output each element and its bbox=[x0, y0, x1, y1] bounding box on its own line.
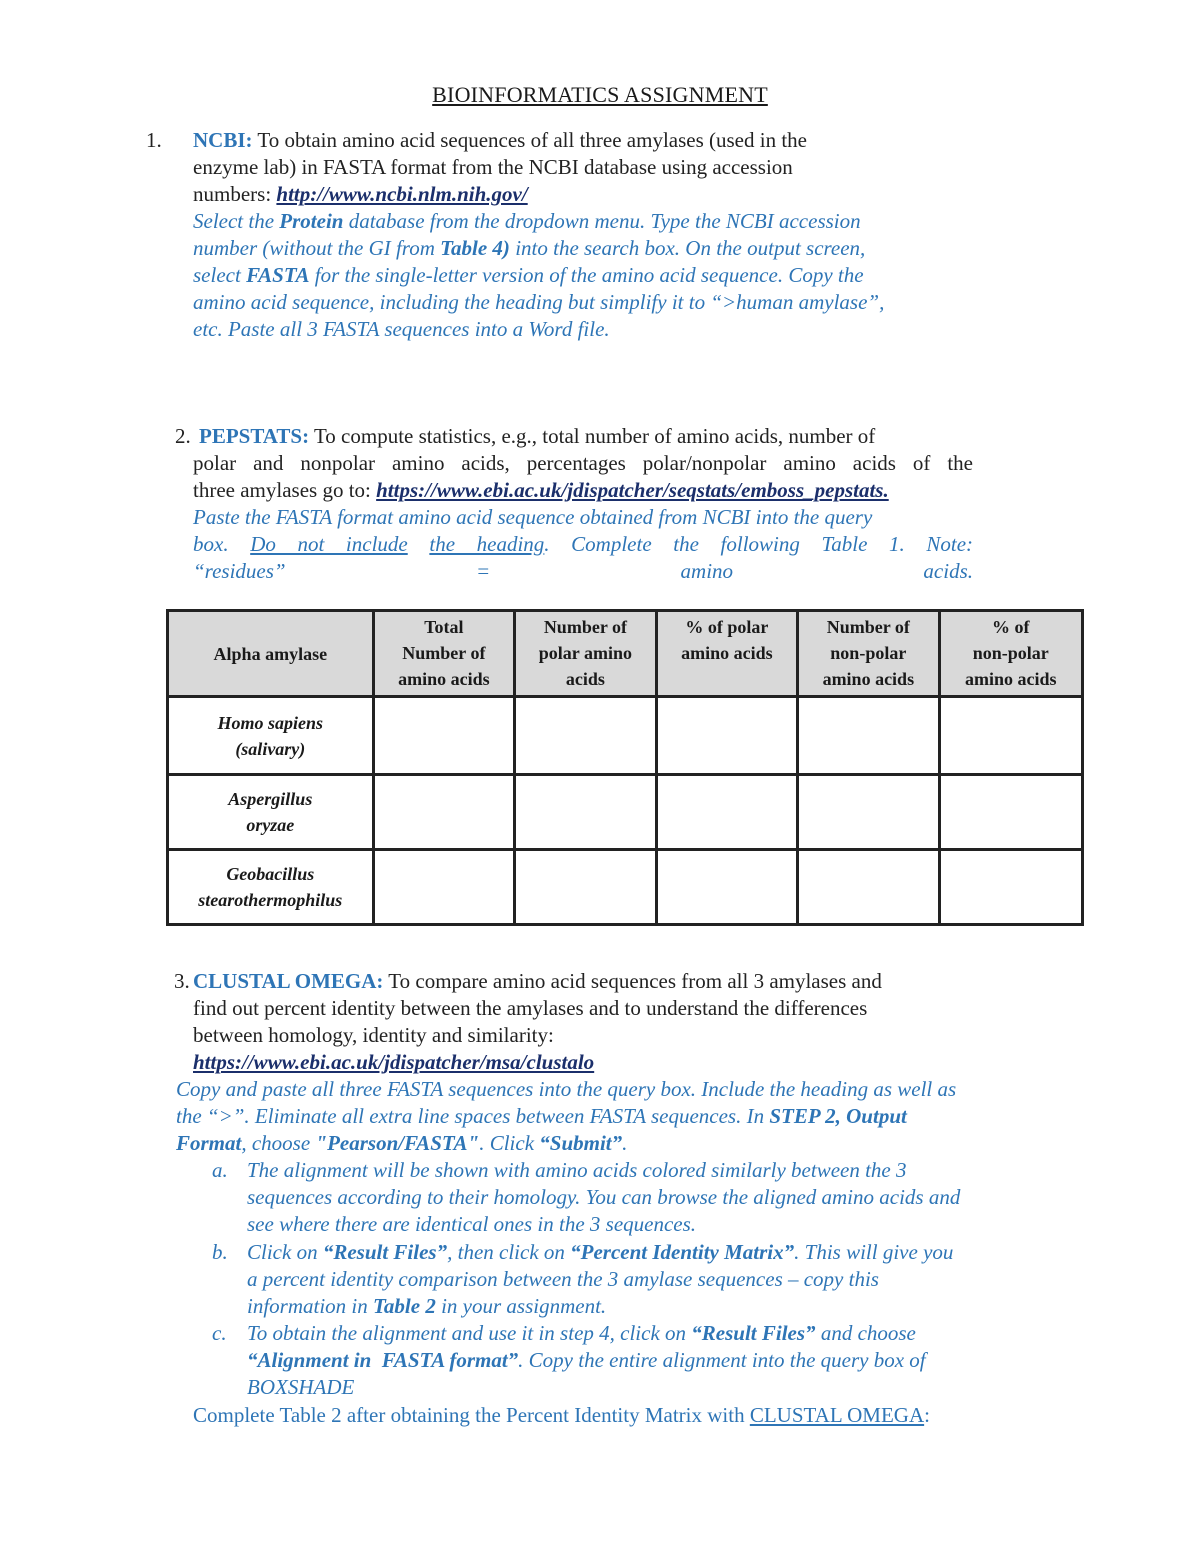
ncbi-intro-line-2: enzyme lab) in FASTA format from the NCBI database using accession bbox=[193, 155, 793, 179]
header-alpha-amylase: Alpha amylase bbox=[168, 611, 374, 697]
pepstats-link[interactable]: https://www.ebi.ac.uk/jdispatcher/seqstats/emboss_pepstats. bbox=[376, 478, 889, 502]
clustal-instruction-1: Copy and paste all three FASTA sequences into the query box. Include the heading as well as bbox=[176, 1077, 957, 1101]
answer-cell[interactable] bbox=[798, 775, 940, 850]
answer-cell[interactable] bbox=[515, 697, 657, 775]
section-number: 2. bbox=[175, 424, 191, 448]
ncbi-intro-line-3: numbers: http://www.ncbi.nlm.nih.gov/ bbox=[193, 182, 528, 206]
header-nonpolar-amino-acids: Number of non-polar amino acids bbox=[798, 611, 940, 697]
species-cell: Aspergillus oryzae bbox=[168, 775, 374, 850]
list-item-a-line-1: The alignment will be shown with amino acids colored similarly between the 3 bbox=[247, 1158, 907, 1182]
species-cell: Homo sapiens (salivary) bbox=[168, 697, 374, 775]
header-percent-nonpolar: % of non-polar amino acids bbox=[939, 611, 1082, 697]
pepstats-instruction-3: “residues” = amino acids. bbox=[193, 559, 973, 583]
pepstats-intro-line-3: three amylases go to: https://www.ebi.ac.uk/jdispatcher/seqstats/emboss_pepstats. bbox=[193, 478, 889, 502]
list-item-a-line-3: see where there are identical ones in the 3 sequences. bbox=[247, 1212, 697, 1236]
answer-cell[interactable] bbox=[939, 775, 1082, 850]
answer-cell[interactable] bbox=[939, 850, 1082, 925]
clustal-link[interactable]: https://www.ebi.ac.uk/jdispatcher/msa/clustalo bbox=[193, 1050, 595, 1074]
header-percent-polar: % of polar amino acids bbox=[656, 611, 797, 697]
clustal-link-line bbox=[193, 1049, 594, 1076]
table-row bbox=[168, 697, 1083, 775]
species-cell: Geobacillus stearothermophilus bbox=[168, 850, 374, 925]
list-marker: b. bbox=[212, 1240, 228, 1264]
section-number: 3. bbox=[174, 969, 190, 993]
answer-cell[interactable] bbox=[373, 850, 515, 925]
ncbi-instruction-1: Select the Protein database from the dropdown menu. Type the NCBI accession bbox=[193, 209, 861, 233]
answer-cell[interactable] bbox=[798, 850, 940, 925]
answer-cell[interactable] bbox=[656, 697, 797, 775]
ncbi-instruction-5: etc. Paste all 3 FASTA sequences into a Word file. bbox=[193, 317, 610, 341]
section-label: PEPSTATS: bbox=[199, 424, 310, 448]
list-item-b-line-1: Click on “Result Files”, then click on “Percent Identity Matrix”. This will give you bbox=[247, 1240, 954, 1264]
ncbi-instruction-3: select FASTA for the single-letter version of the amino acid sequence. Copy the bbox=[193, 263, 864, 287]
answer-cell[interactable] bbox=[656, 775, 797, 850]
header-polar-amino-acids: Number of polar amino acids bbox=[515, 611, 657, 697]
answer-cell[interactable] bbox=[656, 850, 797, 925]
pepstats-intro-line-1: PEPSTATS: To compute statistics, e.g., total number of amino acids, number of bbox=[199, 424, 876, 448]
section-number: 1. bbox=[146, 128, 162, 152]
final-instruction: Complete Table 2 after obtaining the Percent Identity Matrix with CLUSTAL OMEGA: bbox=[193, 1403, 930, 1427]
list-item-c-line-3: BOXSHADE bbox=[247, 1375, 355, 1399]
answer-cell[interactable] bbox=[798, 697, 940, 775]
ncbi-link[interactable]: http://www.ncbi.nlm.nih.gov/ bbox=[276, 182, 528, 206]
list-item-b-line-3: information in Table 2 in your assignment. bbox=[247, 1294, 607, 1318]
clustal-intro-line-2: find out percent identity between the amylases and to understand the differences bbox=[193, 996, 868, 1020]
pepstats-intro-line-2: polar and nonpolar amino acids, percentages polar/nonpolar amino acids of the bbox=[193, 451, 973, 475]
pepstats-table bbox=[166, 609, 1084, 926]
clustal-instruction-2: the “>”. Eliminate all extra line spaces between FASTA sequences. In STEP 2, Output bbox=[176, 1104, 907, 1128]
list-item-b-line-2: a percent identity comparison between the 3 amylase sequences – copy this bbox=[247, 1267, 879, 1291]
list-item-c-line-2: “Alignment in FASTA format”. Copy the entire alignment into the query box of bbox=[247, 1348, 926, 1372]
list-item-a-line-2: sequences according to their homology. You can browse the aligned amino acids and bbox=[247, 1185, 961, 1209]
clustal-intro-line-1: CLUSTAL OMEGA: To compare amino acid sequences from all 3 amylases and bbox=[193, 969, 882, 993]
answer-cell[interactable] bbox=[515, 775, 657, 850]
pepstats-instruction-1: Paste the FASTA format amino acid sequence obtained from NCBI into the query bbox=[193, 505, 873, 529]
answer-cell[interactable] bbox=[515, 850, 657, 925]
ncbi-instruction-2: number (without the GI from Table 4) into the search box. On the output screen, bbox=[193, 236, 866, 260]
table-row bbox=[168, 850, 1083, 925]
section-label: CLUSTAL OMEGA: bbox=[193, 969, 384, 993]
table-header-row bbox=[168, 611, 1083, 697]
clustal-intro-line-3: between homology, identity and similarity: bbox=[193, 1023, 554, 1047]
ncbi-intro-line-1: NCBI: To obtain amino acid sequences of all three amylases (used in the bbox=[193, 128, 807, 152]
section-label: NCBI: bbox=[193, 128, 253, 152]
pepstats-instruction-2: box. Do not include the heading. Complete the following Table 1. Note: bbox=[193, 532, 974, 556]
ncbi-instruction-4: amino acid sequence, including the heading but simplify it to “>human amylase”, bbox=[193, 290, 885, 314]
list-item-c-line-1: To obtain the alignment and use it in step 4, click on “Result Files” and choose bbox=[247, 1321, 916, 1345]
answer-cell[interactable] bbox=[373, 775, 515, 850]
header-total-amino-acids: Total Number of amino acids bbox=[373, 611, 515, 697]
answer-cell[interactable] bbox=[939, 697, 1082, 775]
clustal-instruction-3: Format, choose "Pearson/FASTA". Click “Submit”. bbox=[176, 1131, 628, 1155]
answer-cell[interactable] bbox=[373, 697, 515, 775]
list-marker: c. bbox=[212, 1321, 227, 1345]
list-marker: a. bbox=[212, 1158, 228, 1182]
table-row bbox=[168, 775, 1083, 850]
page-title: BIOINFORMATICS ASSIGNMENT bbox=[432, 82, 768, 107]
